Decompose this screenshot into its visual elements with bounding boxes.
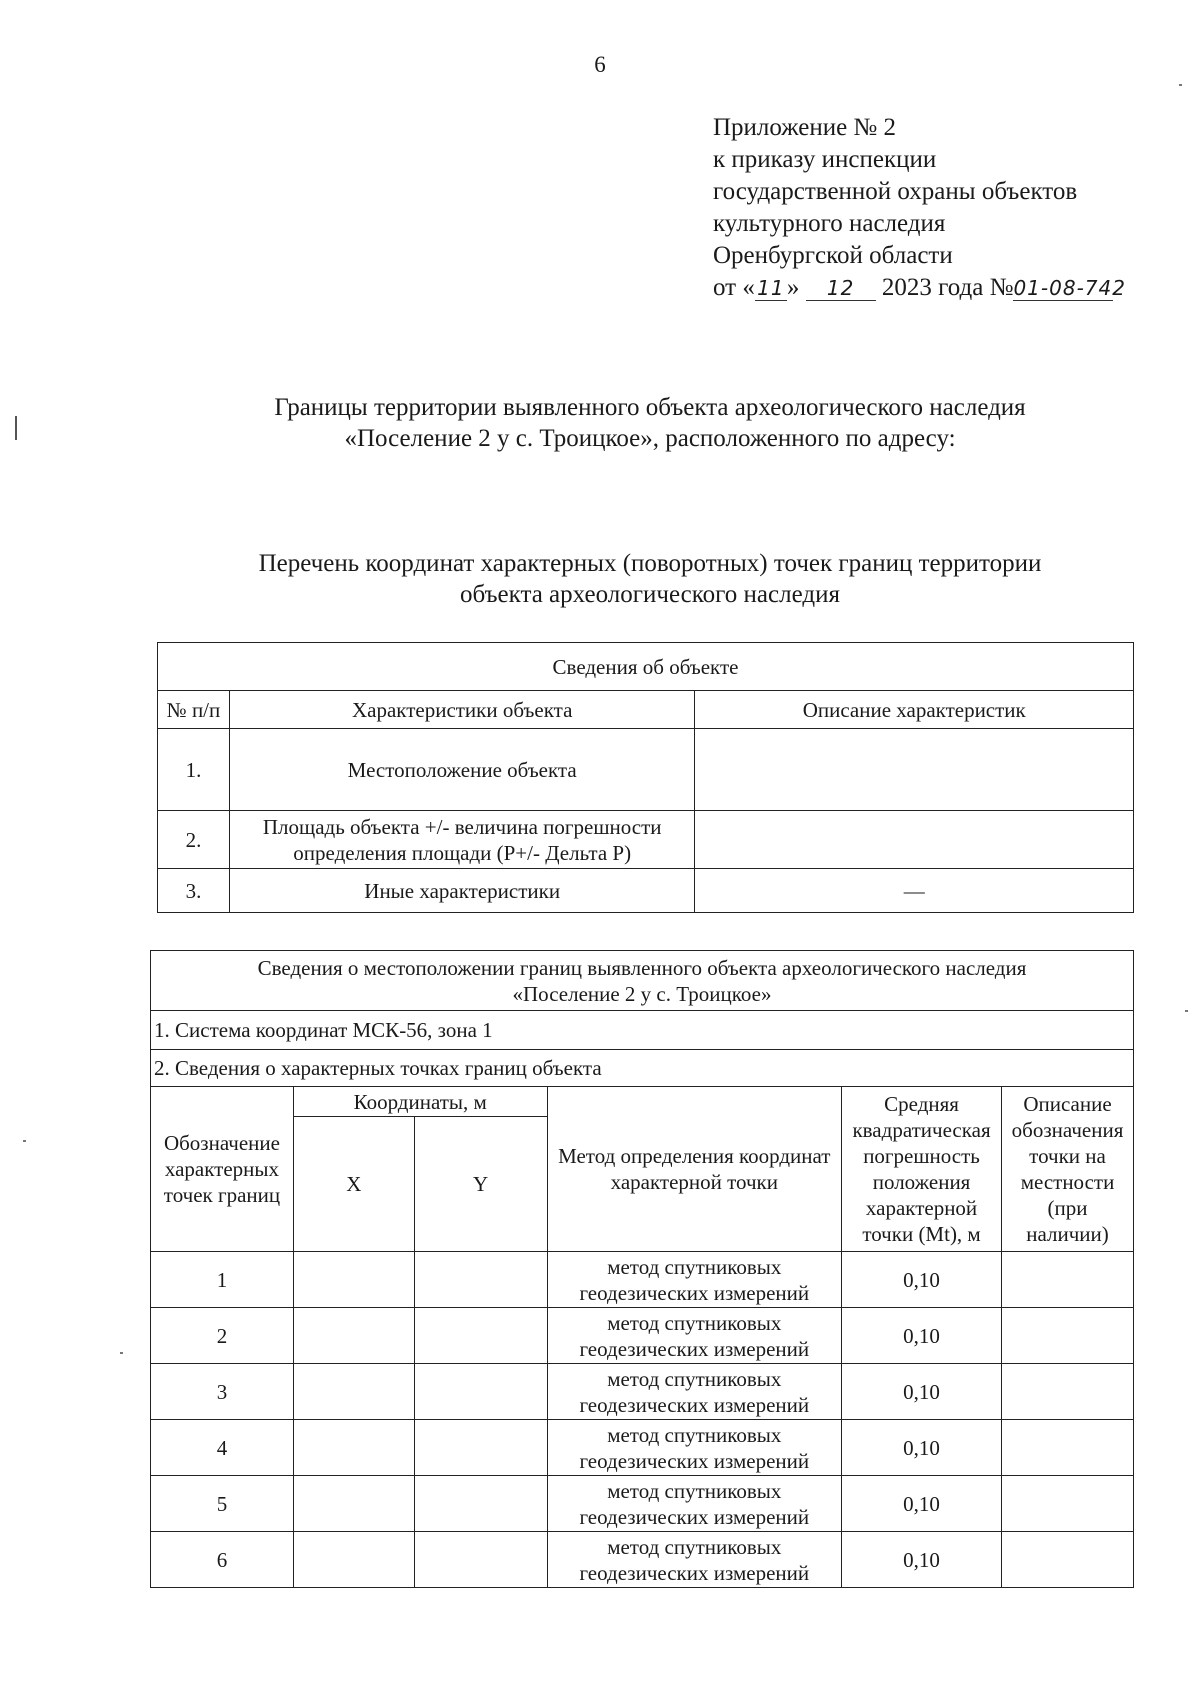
handwritten-month: 12 <box>806 276 876 301</box>
row-number: 2. <box>158 811 230 869</box>
scan-speck <box>23 1140 26 1142</box>
object-info-table <box>157 642 1134 913</box>
column-header-method: Метод определения координат характерной точки <box>547 1087 842 1252</box>
row-number: 1. <box>158 729 230 811</box>
subtitle-line-1: Перечень координат характерных (поворотных) точек границ территории <box>258 550 1042 577</box>
method-line: геодезических измерений <box>579 1392 810 1417</box>
date-prefix: от « <box>713 274 755 301</box>
point-x <box>293 1420 414 1476</box>
column-header-designation: Обозначение характерных точек границ <box>151 1087 294 1252</box>
point-method <box>547 1252 842 1308</box>
row-description: — <box>695 869 1134 913</box>
method-line: геодезических измерений <box>579 1560 810 1585</box>
point-id: 3 <box>151 1364 294 1420</box>
point-error: 0,10 <box>842 1252 1002 1308</box>
point-y <box>414 1364 547 1420</box>
object-info-header: Сведения об объекте <box>158 643 1134 691</box>
point-x <box>293 1364 414 1420</box>
document-subtitle <box>0 548 1200 610</box>
point-method <box>547 1420 842 1476</box>
title-line-2: «Поселение 2 у с. Троицкое», расположенного по адресу: <box>344 425 956 452</box>
method-line: геодезических измерений <box>579 1504 810 1529</box>
location-header-line: Сведения о местоположении границ выявленного объекта археологического наследия <box>257 955 1027 980</box>
column-header-x: X <box>293 1117 414 1252</box>
table-row <box>151 1420 1134 1476</box>
point-error: 0,10 <box>842 1476 1002 1532</box>
point-description <box>1002 1252 1134 1308</box>
point-method <box>547 1476 842 1532</box>
date-year-text: 2023 года № <box>881 274 1014 301</box>
location-header <box>151 951 1134 1011</box>
table-row <box>158 869 1134 913</box>
document-title <box>0 392 1200 454</box>
scan-speck <box>1179 84 1182 86</box>
row-number: 3. <box>158 869 230 913</box>
table-row <box>151 1364 1134 1420</box>
method-line: метод спутниковых <box>607 1534 782 1559</box>
method-line: метод спутниковых <box>607 1422 782 1447</box>
point-id: 1 <box>151 1252 294 1308</box>
column-header-number: № п/п <box>158 691 230 729</box>
characteristic-line: определения площади (Р+/- Дельта Р) <box>293 840 632 865</box>
method-line: метод спутниковых <box>607 1310 782 1335</box>
column-header-point-description: Описание обозначения точки на местности (при наличии) <box>1002 1087 1134 1252</box>
column-header-characteristic: Характеристики объекта <box>229 691 695 729</box>
appendix-date-line <box>713 272 1126 304</box>
row-characteristic: Местоположение объекта <box>229 729 695 811</box>
appendix-line-4: культурного наследия <box>713 210 946 237</box>
location-header-line: «Поселение 2 у с. Троицкое» <box>512 981 772 1006</box>
point-x <box>293 1252 414 1308</box>
point-method <box>547 1364 842 1420</box>
coordinate-system: 1. Система координат МСК-56, зона 1 <box>151 1011 1134 1050</box>
point-error: 0,10 <box>842 1420 1002 1476</box>
handwritten-day: 11 <box>755 276 787 301</box>
characteristic-line: Площадь объекта +/- величина погрешности <box>262 814 662 839</box>
point-id: 4 <box>151 1420 294 1476</box>
table-row <box>158 811 1134 869</box>
point-description <box>1002 1532 1134 1588</box>
column-header-coordinates: Координаты, м <box>293 1087 547 1117</box>
point-description <box>1002 1308 1134 1364</box>
appendix-block <box>713 112 1126 304</box>
point-error: 0,10 <box>842 1308 1002 1364</box>
point-error: 0,10 <box>842 1532 1002 1588</box>
point-id: 6 <box>151 1532 294 1588</box>
page-number: 6 <box>594 52 606 77</box>
point-x <box>293 1308 414 1364</box>
location-info-table <box>150 950 1134 1588</box>
table-row <box>158 729 1134 811</box>
method-line: метод спутниковых <box>607 1366 782 1391</box>
point-y <box>414 1252 547 1308</box>
points-header: 2. Сведения о характерных точках границ объекта <box>151 1050 1134 1087</box>
point-error: 0,10 <box>842 1364 1002 1420</box>
point-x <box>293 1476 414 1532</box>
title-line-1: Границы территории выявленного объекта археологического наследия <box>274 394 1026 421</box>
point-description <box>1002 1476 1134 1532</box>
table-row <box>151 1476 1134 1532</box>
method-line: метод спутниковых <box>607 1478 782 1503</box>
column-header-y: Y <box>414 1117 547 1252</box>
appendix-line-1: Приложение № 2 <box>713 114 897 141</box>
table-row <box>151 1252 1134 1308</box>
row-characteristic <box>229 811 695 869</box>
point-method <box>547 1532 842 1588</box>
column-header-description: Описание характеристик <box>695 691 1134 729</box>
row-characteristic: Иные характеристики <box>229 869 695 913</box>
appendix-line-2: к приказу инспекции <box>713 146 937 173</box>
point-y <box>414 1420 547 1476</box>
point-y <box>414 1308 547 1364</box>
method-line: геодезических измерений <box>579 1336 810 1361</box>
handwritten-number: 01-08-742 <box>1013 276 1126 300</box>
point-description <box>1002 1364 1134 1420</box>
method-line: метод спутниковых <box>607 1254 782 1279</box>
point-id: 2 <box>151 1308 294 1364</box>
appendix-line-5: Оренбургской области <box>713 242 953 269</box>
table-row <box>151 1308 1134 1364</box>
table-row <box>151 1532 1134 1588</box>
appendix-line-3: государственной охраны объектов <box>713 178 1078 205</box>
point-y <box>414 1532 547 1588</box>
scan-speck <box>1185 1010 1188 1012</box>
point-id: 5 <box>151 1476 294 1532</box>
method-line: геодезических измерений <box>579 1448 810 1473</box>
row-description <box>695 729 1134 811</box>
column-header-error: Средняя квадратическая погрешность положения характерной точки (Mt), м <box>842 1087 1002 1252</box>
date-separator: » <box>786 274 800 301</box>
point-y <box>414 1476 547 1532</box>
method-line: геодезических измерений <box>579 1280 810 1305</box>
point-method <box>547 1308 842 1364</box>
row-description <box>695 811 1134 869</box>
point-x <box>293 1532 414 1588</box>
point-description <box>1002 1420 1134 1476</box>
scan-speck <box>120 1352 123 1354</box>
subtitle-line-2: объекта археологического наследия <box>460 581 840 608</box>
